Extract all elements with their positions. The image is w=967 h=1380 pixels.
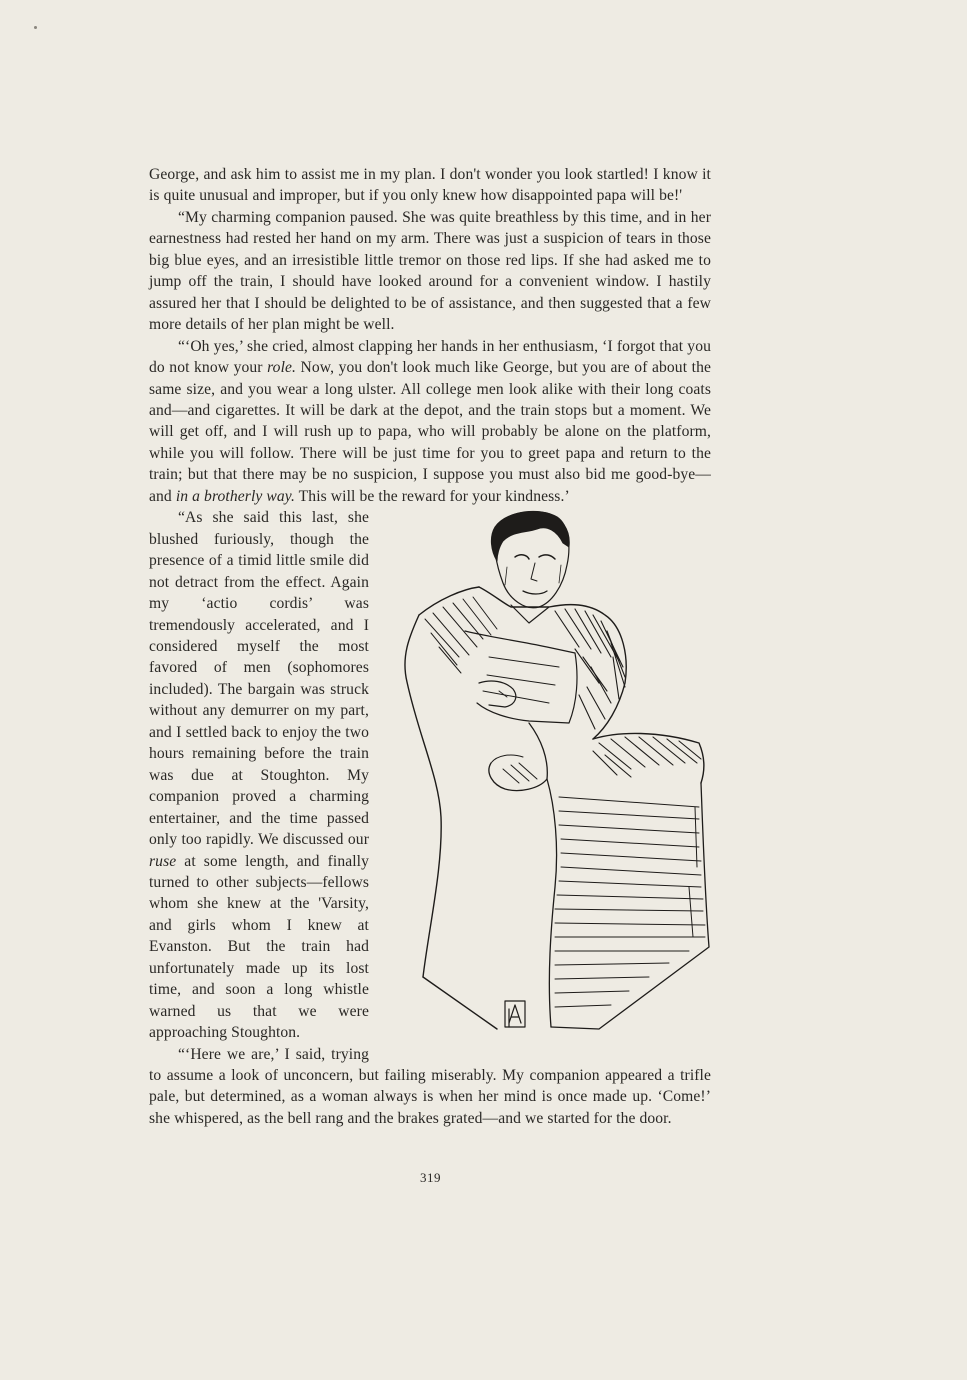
paragraph-2: “My charming companion paused. She was quite breathless by this time, and in her earnestness had rested her hand on my arm. There was just a suspicion of tears in those big blue eyes, and an irresistible little tremor on those red lips. If she had asked me to jump off the train, I should have looked around for a convenient window. I hastily assured her that I should be delighted to be of assistance, and then suggested that a few more details of her plan might be well. — [149, 208, 711, 334]
paragraph-4-part-b: at some length, and finally turned to other subjects—fellows whom she knew at the 'Varsity, and girls whom I knew at Evanston. But the train had unfortunately made up its lost time, and soon a long whistle warned us that we were approaching Stoughton. — [149, 852, 369, 1042]
monogram-icon — [505, 1001, 525, 1027]
paragraph-1: George, and ask him to assist me in my plan. I don't wonder you look startled! I know it is quite unusual and improper, but if you only knew how disappointed papa will be!' — [149, 166, 711, 205]
paper-speck — [34, 26, 37, 29]
paragraph-3-part-b: Now, you don't look much like George, but you are of about the same size, and you wear a long ulster. All college men look alike with their long coats and—and cigarettes. It will be dark at the depot, and the train stops but a moment. We will get off, and I will rush up to papa, who will probably be alone on the platform, while you will follow. There will be just time for you to greet papa and return to the train; but that there may be no suspicion, I suppose you must also bid me good-bye—and — [149, 359, 711, 505]
ruse-italic: ruse — [149, 852, 177, 870]
paragraph-3 — [149, 336, 711, 508]
role-italic: role. — [267, 359, 297, 377]
page-number: 319 — [420, 1170, 441, 1185]
man-on-train-sketch — [379, 507, 711, 1044]
paragraph-3-part-a: “‘Oh yes,’ she cried, almost clapping her hands in her enthusiasm, ‘I forgot that you do not know your — [149, 337, 711, 377]
paragraph-4-part-a: “As she said this last, she blushed furiously, though the presence of a timid little smile did not detract from the effect. Again my ‘actio cordis’ was tremendously accelerated, and I considered myself the most favored of men (sophomores included). The bargain was struck without any demurrer on my part, and I settled back to enjoy the two hours remaining before the train was due at Stoughton. My companion proved a charming entertainer, and the time passed only too rapidly. We discussed our — [149, 509, 369, 849]
body-text — [149, 164, 711, 1129]
paragraph-3-part-c: This will be the reward for your kindness.’ — [294, 487, 570, 505]
paragraph-5: “‘Here we are,’ I said, trying to assume a look of unconcern, but failing miserably. My companion appeared a trifle pale, but determined, as a woman always is when her mind is once made up. ‘Come!’ she whispered, as the bell rang and the brakes grated—and we started for the door. — [149, 1045, 711, 1127]
brotherly-italic: in a brotherly way. — [175, 487, 295, 505]
illustration — [379, 507, 711, 1044]
